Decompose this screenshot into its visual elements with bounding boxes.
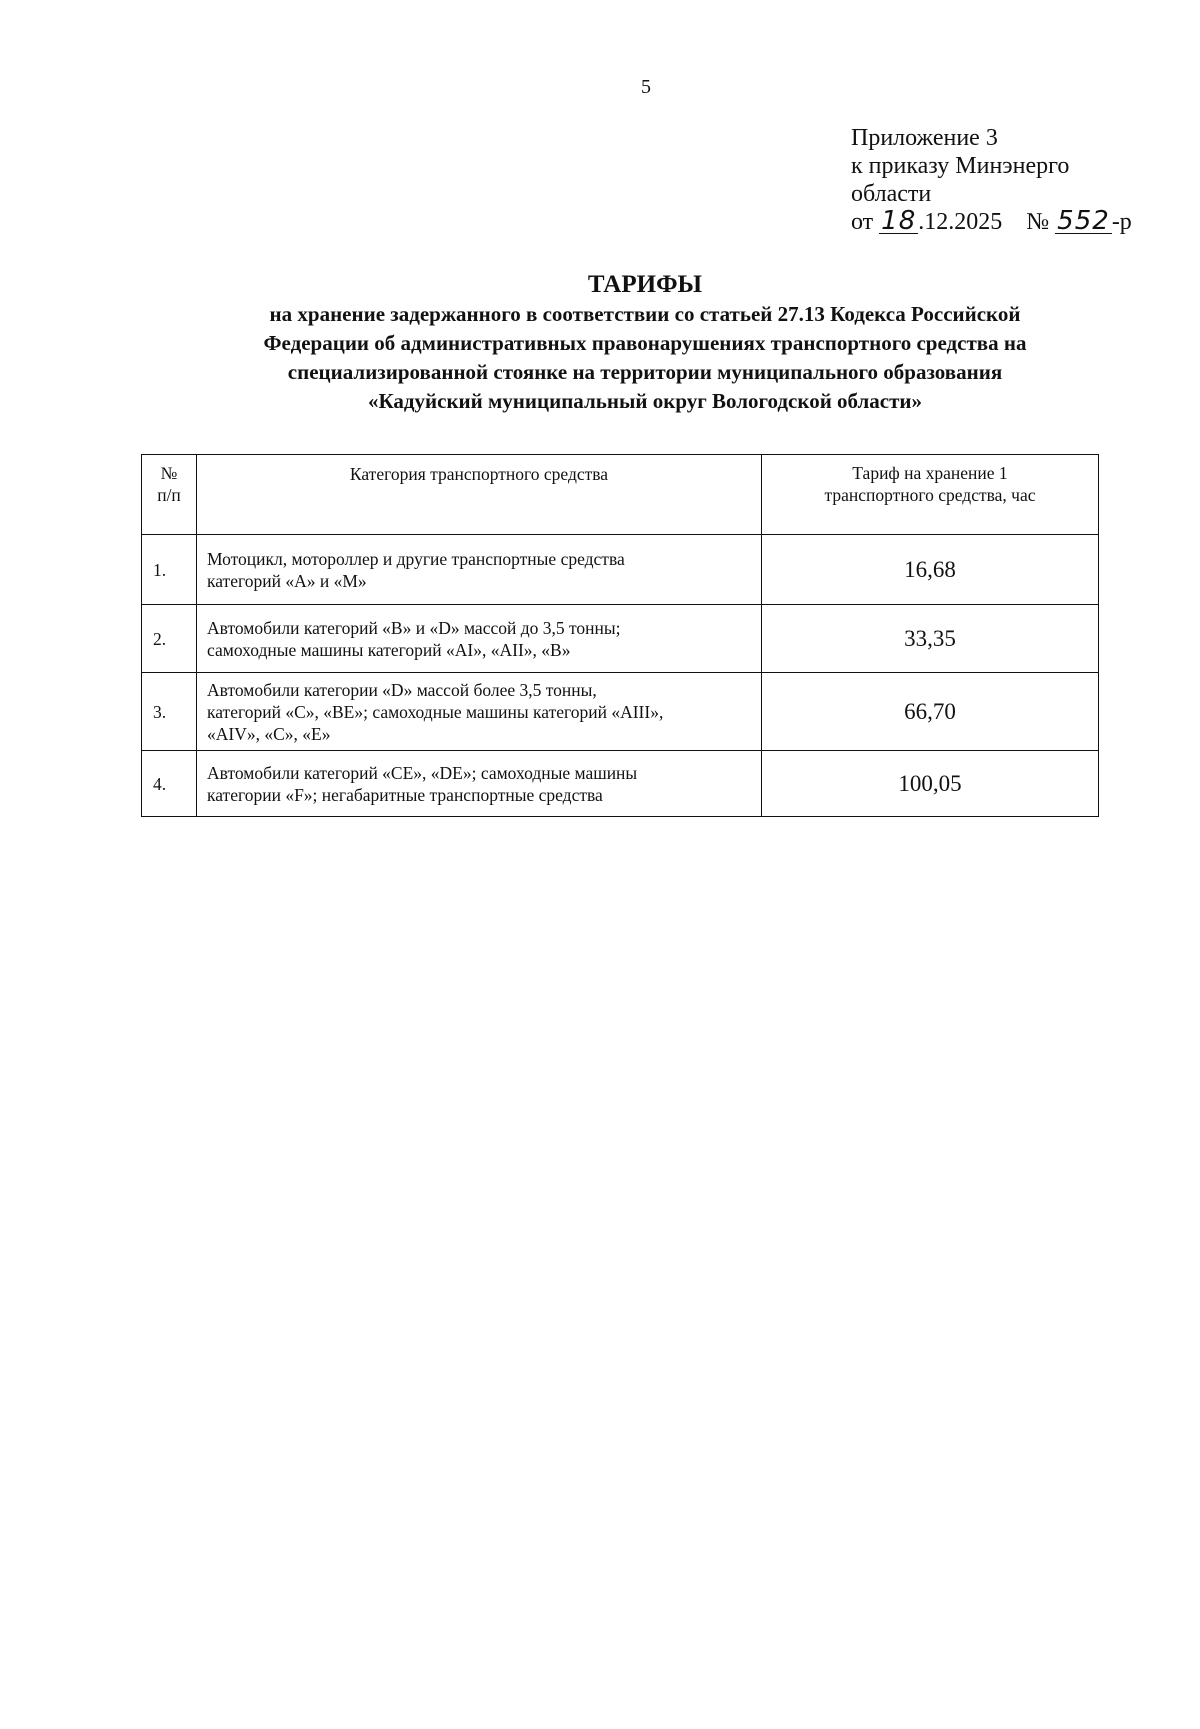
row-category-line: Автомобили категорий «СЕ», «DЕ»; самоходные машины [207,762,638,783]
row-category-line: «АIV», «С», «Е» [207,723,331,744]
title-line-1: на хранение задержанного в соответствии со статьей 27.13 Кодекса Российской [269,302,1021,326]
title-line-3: специализированной стоянке на территории муниципального образования [287,360,1003,384]
title-line-2: Федерации об административных правонарушениях транспортного средства на [263,331,1027,355]
table-row [142,605,1099,673]
row-tariff: 16,68 [762,535,1099,605]
document-title-block [130,270,1160,416]
row-category [197,673,762,751]
date-rest: .12.2025 [918,209,1003,235]
row-number: 2. [142,605,197,673]
approval-line-region: области [851,181,932,207]
date-prefix: от [851,209,874,235]
row-category-line: категорий «С», «ВЕ»; самоходные машины категорий «АIII», [207,701,664,722]
handwritten-day: 18 [881,206,917,236]
approval-line-order: к приказу Минэнерго [851,153,1070,179]
row-category [197,605,762,673]
row-number: 1. [142,535,197,605]
row-category-line: категории «F»; негабаритные транспортные средства [207,784,603,805]
row-category-line: самоходные машины категорий «АI», «АII», «В» [207,639,571,660]
row-number: 3. [142,673,197,751]
header-number-pp: п/п [157,485,181,505]
handwritten-number: 552 [1057,206,1110,236]
header-tariff [762,455,1099,535]
number-suffix: -р [1111,209,1132,235]
row-number: 4. [142,751,197,817]
row-category-line: Автомобили категорий «В» и «D» массой до 3,5 тонны; [207,617,621,638]
document-heading: ТАРИФЫ [587,271,703,298]
row-tariff: 33,35 [762,605,1099,673]
row-category [197,751,762,817]
row-tariff: 100,05 [762,751,1099,817]
approval-line-appendix: Приложение 3 [851,125,998,151]
header-category: Категория транспортного средства [197,455,762,535]
header-number-sign: № [160,463,178,483]
tariffs-table [141,454,1099,817]
row-category-line: Автомобили категории «D» массой более 3,5 тонны, [207,679,597,700]
header-tariff-line-2: транспортного средства, час [824,485,1036,505]
approval-date-line [851,208,1132,236]
row-category-line: категорий «А» и «М» [207,570,367,591]
number-sign: № [1026,209,1050,235]
row-tariff: 66,70 [762,673,1099,751]
table-header-row [142,455,1099,535]
table-row [142,751,1099,817]
page-number: 5 [641,76,651,98]
row-category-line: Мотоцикл, мотороллер и другие транспортные средства [207,548,625,569]
row-category [197,535,762,605]
approval-block [851,124,1132,236]
table-row [142,535,1099,605]
table-row [142,673,1099,751]
header-number [142,455,197,535]
title-line-4: «Кадуйский муниципальный округ Вологодской области» [367,389,923,413]
header-tariff-line-1: Тариф на хранение 1 [852,463,1008,483]
